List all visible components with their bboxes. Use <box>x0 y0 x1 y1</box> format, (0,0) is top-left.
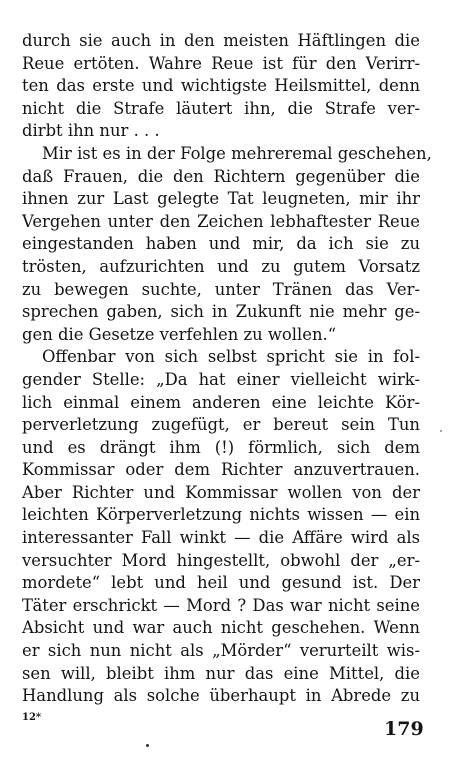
print-speck <box>440 430 442 432</box>
text-line: ten das erste und wichtigste Heilsmittel, denn <box>22 76 420 96</box>
text-line: Täter erschrickt — Mord ? Das war nicht seine <box>22 595 420 615</box>
text-line: dirbt ihn nur . . . <box>22 121 160 141</box>
paragraph-1 <box>22 30 420 143</box>
text-line: daß Frauen, die den Richtern gegenüber die <box>22 166 420 186</box>
signature-mark: 12* <box>22 712 42 723</box>
text-line: Offenbar von sich selbst spricht sie in fol- <box>42 347 420 367</box>
page-number: 179 <box>384 718 424 740</box>
text-line: perverletzung zugefügt, er bereut sein Tun <box>22 415 420 435</box>
text-line: interessanter Fall winkt — die Affäre wird als <box>22 528 420 548</box>
text-line: leichten Körperverletzung nichts wissen — ein <box>22 505 420 525</box>
text-line: gen die Gesetze verfehlen zu wollen.“ <box>22 324 337 344</box>
text-line: eingestanden haben und mir, da ich sie zu <box>22 234 420 254</box>
text-line: Mir ist es in der Folge mehreremal geschehen, <box>42 143 432 163</box>
print-speck <box>146 744 149 747</box>
text-line: mordete“ lebt und heil und gesund ist. Der <box>22 573 420 593</box>
paragraph-2 <box>22 143 432 346</box>
text-line: Reue ertöten. Wahre Reue ist für den Verirr- <box>22 53 420 73</box>
text-line: zu bewegen suchte, unter Tränen das Ver- <box>22 279 420 299</box>
text-line: sprechen gaben, sich in Zukunft nie mehr ge- <box>22 302 420 322</box>
text-line: Handlung als solche überhaupt in Abrede zu <box>22 686 420 706</box>
text-line: Aber Richter und Kommissar wollen von der <box>22 482 420 502</box>
text-line: Absicht und war auch nicht geschehen. Wenn <box>22 618 420 638</box>
text-line: lich einmal einem anderen eine leichte Kör- <box>22 392 420 412</box>
text-line: durch sie auch in den meisten Häftlingen die <box>22 31 420 50</box>
text-line: Kommissar oder dem Richter anzuvertrauen. <box>22 460 420 480</box>
text-line: nicht die Strafe läutert ihn, die Strafe ver- <box>22 98 420 118</box>
text-line: trösten, aufzurichten und zu gutem Vorsatz <box>22 256 420 276</box>
text-line: versuchter Mord hingestellt, obwohl der „er- <box>22 550 420 570</box>
body-text <box>22 30 432 708</box>
text-line: und es drängt ihm (!) förmlich, sich dem <box>22 437 420 457</box>
text-line: ihnen zur Last gelegte Tat leugneten, mir ihr <box>22 189 420 209</box>
text-line: Vergehen unter den Zeichen lebhaftester Reue <box>22 211 420 231</box>
paragraph-3 <box>22 346 420 708</box>
text-line: gender Stelle: „Da hat einer vielleicht wirk- <box>22 369 420 389</box>
text-line: er sich nun nicht als „Mörder“ verurteilt wis- <box>22 641 420 661</box>
text-line: sen will, bleibt ihm nur das eine Mittel, die <box>22 663 420 683</box>
